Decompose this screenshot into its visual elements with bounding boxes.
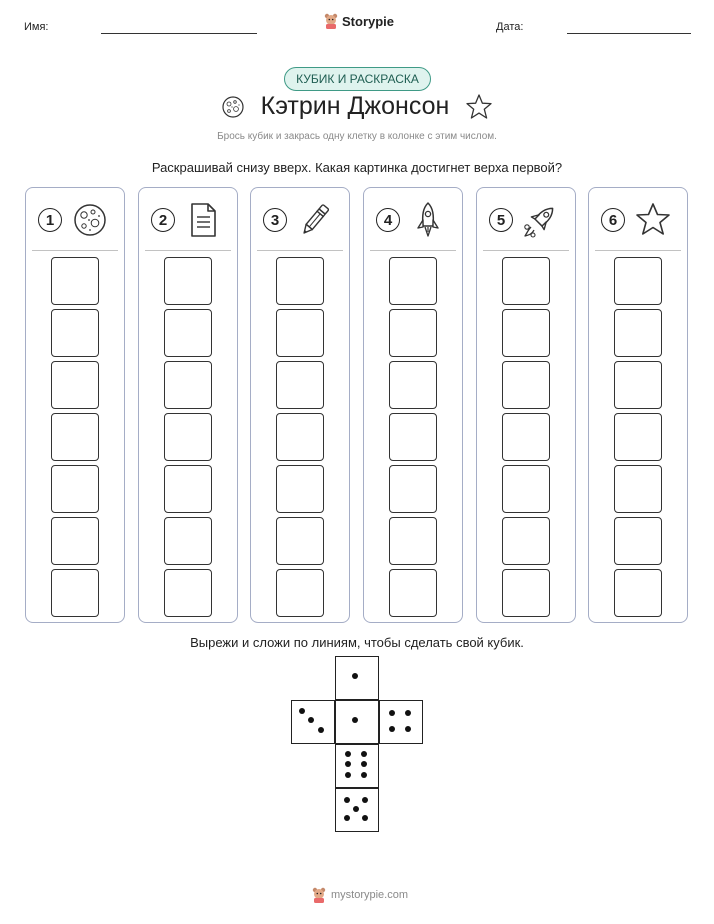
pip [318,727,324,733]
dice-face-5 [335,788,379,832]
color-cell[interactable] [389,569,437,617]
pip [361,751,367,757]
date-label: Дата: [496,21,524,33]
color-cell[interactable] [164,309,212,357]
star-icon [633,200,673,240]
color-cell[interactable] [276,517,324,565]
name-label: Имя: [24,21,49,33]
color-cell[interactable] [389,361,437,409]
column-divider [32,250,118,251]
color-cell[interactable] [164,569,212,617]
rocket-icon [408,200,448,240]
pip [345,772,351,778]
color-cell[interactable] [614,569,662,617]
pencil-icon [295,200,335,240]
bear-logo-icon [324,13,338,29]
color-cell[interactable] [51,465,99,513]
pip [362,797,368,803]
cut-instruction: Вырежи и сложи по линиям, чтобы сделать свой кубик. [190,635,524,650]
color-cell[interactable] [614,517,662,565]
dice-face-3 [291,700,335,744]
pip [405,726,411,732]
column-number: 6 [601,208,625,232]
color-cell[interactable] [389,517,437,565]
color-cell[interactable] [389,465,437,513]
color-cell[interactable] [276,361,324,409]
instruction: Раскрашивай снизу вверх. Какая картинка достигнет верха первой? [151,160,563,175]
column-number: 4 [376,208,400,232]
column-number: 2 [151,208,175,232]
column-divider [595,250,681,251]
column-header [589,198,687,244]
column-header [364,198,462,244]
page-title: Кэтрин Джонсон [260,92,450,120]
subtitle: Брось кубик и закрась одну клетку в колонке с этим числом. [217,131,497,142]
launching-rocket-icon [521,200,561,240]
color-cell[interactable] [389,309,437,357]
color-cell[interactable] [502,413,550,461]
color-cell[interactable] [389,257,437,305]
column-number: 1 [38,208,62,232]
pip [389,726,395,732]
category-badge: КУБИК И РАСКРАСКА [284,67,431,91]
color-cell[interactable] [276,413,324,461]
column-number: 3 [263,208,287,232]
column-header [477,198,575,244]
color-cell[interactable] [502,361,550,409]
color-cell[interactable] [51,257,99,305]
column-4 [363,187,463,623]
name-line[interactable] [101,33,257,34]
moon-icon [221,95,245,119]
dice-face-6 [335,744,379,788]
color-cell[interactable] [614,361,662,409]
pip [345,751,351,757]
footer-url[interactable]: mystorypie.com [331,889,409,901]
footer [312,887,408,903]
color-cell[interactable] [164,257,212,305]
color-cell[interactable] [164,413,212,461]
color-cell[interactable] [276,569,324,617]
pip [405,710,411,716]
bear-logo-icon [312,887,326,903]
color-cell[interactable] [502,517,550,565]
dice-face-1 [335,656,379,700]
color-cell[interactable] [276,465,324,513]
column-divider [145,250,231,251]
color-cell[interactable] [276,257,324,305]
color-cell[interactable] [51,309,99,357]
pip [352,673,358,679]
column-divider [257,250,343,251]
color-cell[interactable] [502,465,550,513]
star-icon [465,93,493,121]
column-1 [25,187,125,623]
color-cell[interactable] [614,257,662,305]
color-cell[interactable] [389,413,437,461]
date-line[interactable] [567,33,691,34]
color-cell[interactable] [614,309,662,357]
title-row [0,92,714,121]
color-cell[interactable] [164,361,212,409]
column-header [26,198,124,244]
color-cell[interactable] [614,465,662,513]
column-divider [483,250,569,251]
pip [308,717,314,723]
color-cell[interactable] [502,309,550,357]
dice-face-4 [379,700,423,744]
column-6 [588,187,688,623]
dice-face-1 [335,700,379,744]
column-5 [476,187,576,623]
storypie-logo [324,13,394,29]
column-divider [370,250,456,251]
pip [362,815,368,821]
pip [345,761,351,767]
document-icon [183,200,223,240]
color-cell[interactable] [164,465,212,513]
column-header [251,198,349,244]
color-cell[interactable] [51,569,99,617]
color-cell[interactable] [502,257,550,305]
pip [344,797,350,803]
color-cell[interactable] [164,517,212,565]
column-header [139,198,237,244]
color-cell[interactable] [614,413,662,461]
column-number: 5 [489,208,513,232]
color-cell[interactable] [502,569,550,617]
pip [352,717,358,723]
color-cell[interactable] [51,413,99,461]
pip [353,806,359,812]
pip [344,815,350,821]
pip [299,708,305,714]
logo-text: Storypie [342,13,395,29]
column-3 [250,187,350,623]
column-2 [138,187,238,623]
color-cell[interactable] [51,517,99,565]
pip [389,710,395,716]
color-cell[interactable] [51,361,99,409]
pip [361,761,367,767]
color-cell[interactable] [276,309,324,357]
moon-icon [70,200,110,240]
pip [361,772,367,778]
